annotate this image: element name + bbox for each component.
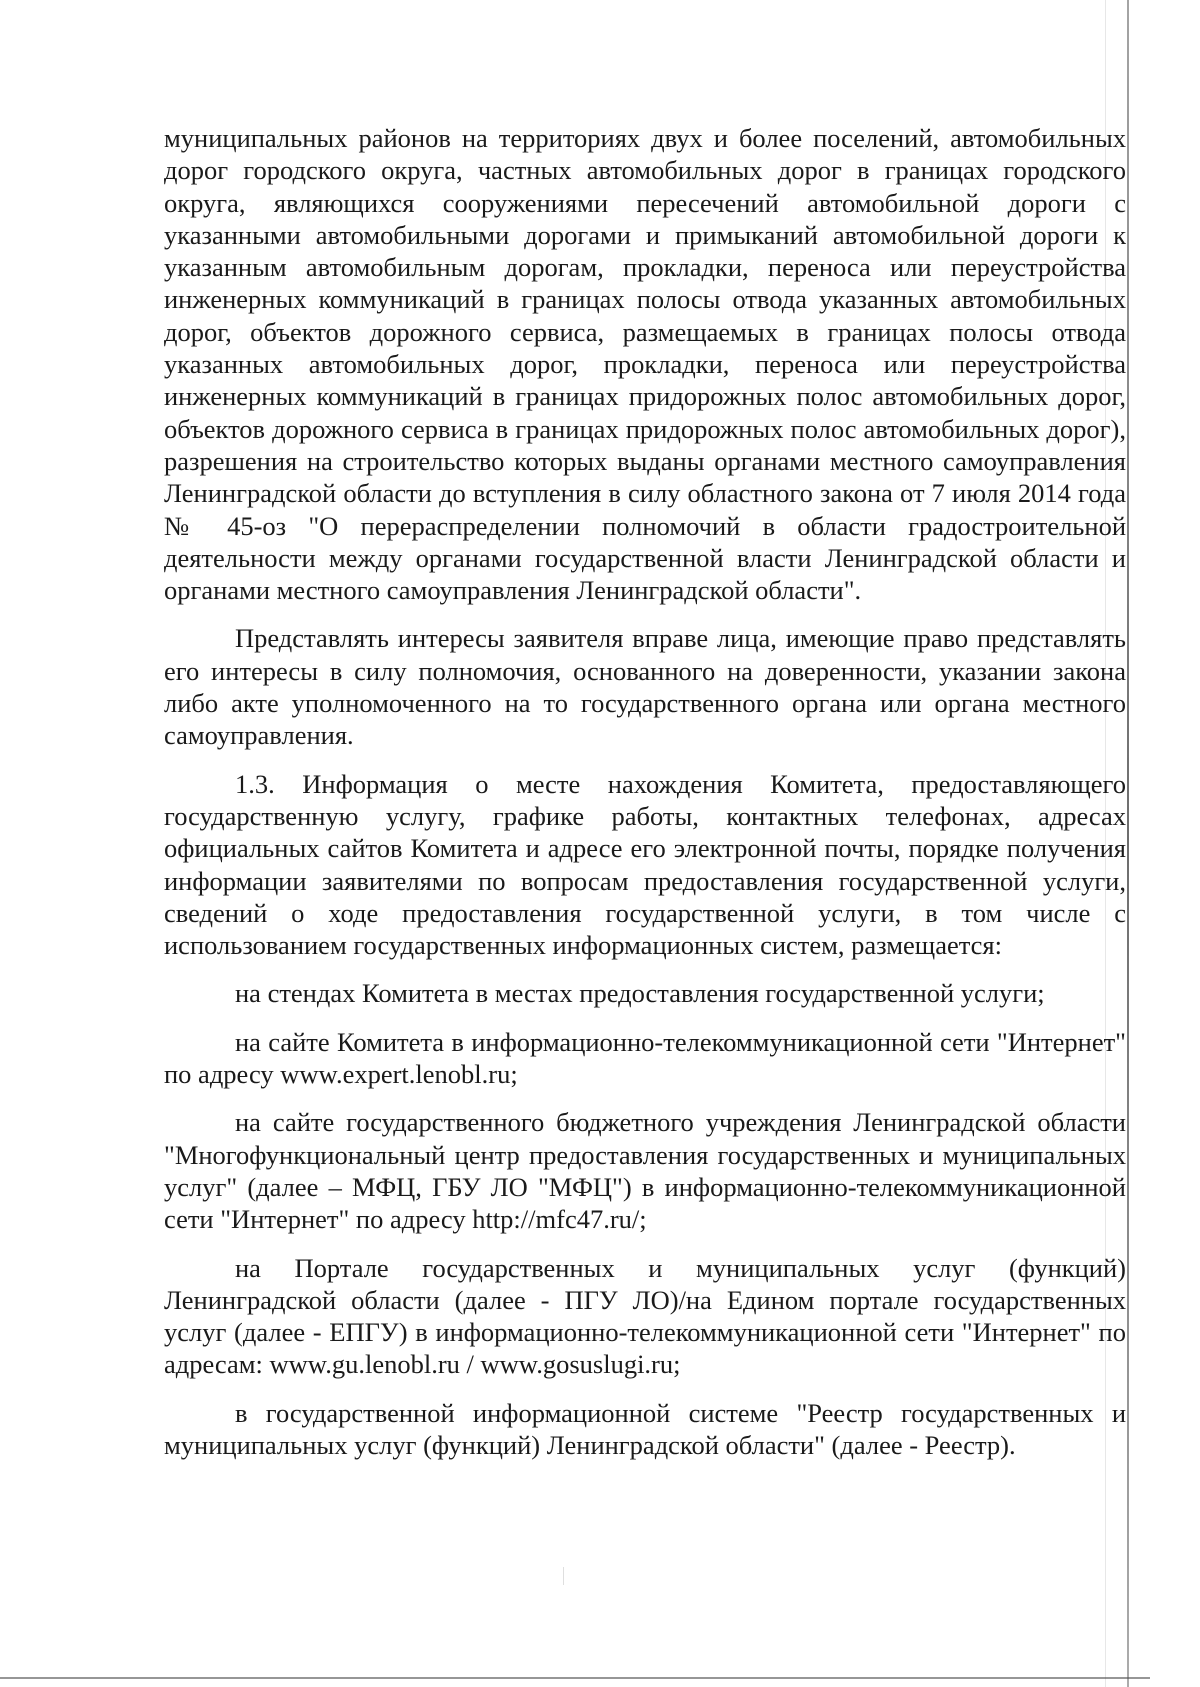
paragraph: Представлять интересы заявителя вправе лица, имеющие право представлять его интересы в силу полномочия, основанного на доверенности, указании закона либо акте уполномоченного на то государственного органа или органа местного самоуправления. xyxy=(164,623,1126,751)
scan-artifact-mark xyxy=(563,1567,564,1585)
paragraph: на сайте Комитета в информационно-телекоммуникационной сети "Интернет" по адресу www.expert.lenobl.ru; xyxy=(164,1026,1126,1090)
paragraph-gap xyxy=(164,606,1126,622)
paragraph: в государственной информационной системе "Реестр государственных и муниципальных услуг (функций) Ленинградской области" (далее - Реестр). xyxy=(164,1397,1126,1460)
paragraph: муниципальных районов на территориях двух и более поселений, автомобильных дорог городского округа, частных автомобильных дорог в границах городского округа, являющихся сооружениями пересечений автомобильной дороги с указанными автомобильными дорогами и примыканий автомобильной дороги к указанным автомобильным дорогам, прокладки, переноса или переустройства инженерных коммуникаций в границах полосы отвода указанных автомобильных дорог, объектов дорожного сервиса, размещаемых в границах полосы отвода указанных автомобильных дорог, прокладки, переноса или переустройства инженерных коммуникаций в границах придорожных полос автомобильных дорог, объектов дорожного сервиса в границах придорожных полос автомобильных дорог), разрешения на строительство которых выданы органами местного самоуправления Ленинградской области до вступления в силу областного закона от 7 июля 2014 года № 45-оз "О перераспределении полномочий в области градостроительной деятельности между органами государственной власти Ленинградской области и органами местного самоуправления Ленинградской области". xyxy=(164,123,1126,606)
paragraph-gap xyxy=(164,1090,1126,1106)
paragraph: 1.3. Информация о месте нахождения Комитета, предоставляющего государственную услугу, графике работы, контактных телефонах, адресах официальных сайтов Комитета и адресе его электронной почты, порядке получения информации заявителями по вопросам предоставления государственной услуги, сведений о ходе предоставления государственной услуги, в том числе с использованием государственных информационных систем, размещается: xyxy=(164,768,1126,961)
paragraph-gap xyxy=(164,752,1126,768)
paragraph-gap xyxy=(164,961,1126,977)
paragraph: на стендах Комитета в местах предоставления государственной услуги; xyxy=(235,978,1045,1009)
paragraph-gap xyxy=(164,1010,1126,1026)
paragraph-gap xyxy=(164,1236,1126,1252)
paragraph-gap xyxy=(164,1381,1126,1397)
scan-artifact-line xyxy=(1127,0,1129,1687)
scan-artifact-line xyxy=(0,1677,1150,1679)
paragraph: на сайте государственного бюджетного учреждения Ленинградской области "Многофункциональный центр предоставления государственных и муниципальных услуг" (далее – МФЦ, ГБУ ЛО "МФЦ") в информационно-телекоммуникационной сети "Интернет" по адресу http://mfc47.ru/; xyxy=(164,1107,1126,1235)
paragraph: на Портале государственных и муниципальных услуг (функций) Ленинградской области (далее - ПГУ ЛО)/на Едином портале государственных услуг (далее - ЕПГУ) в информационно-телекоммуникационной сети "Интернет" по адресам: www.gu.lenobl.ru / www.gosuslugi.ru; xyxy=(164,1252,1126,1380)
document-body xyxy=(164,122,1126,1461)
